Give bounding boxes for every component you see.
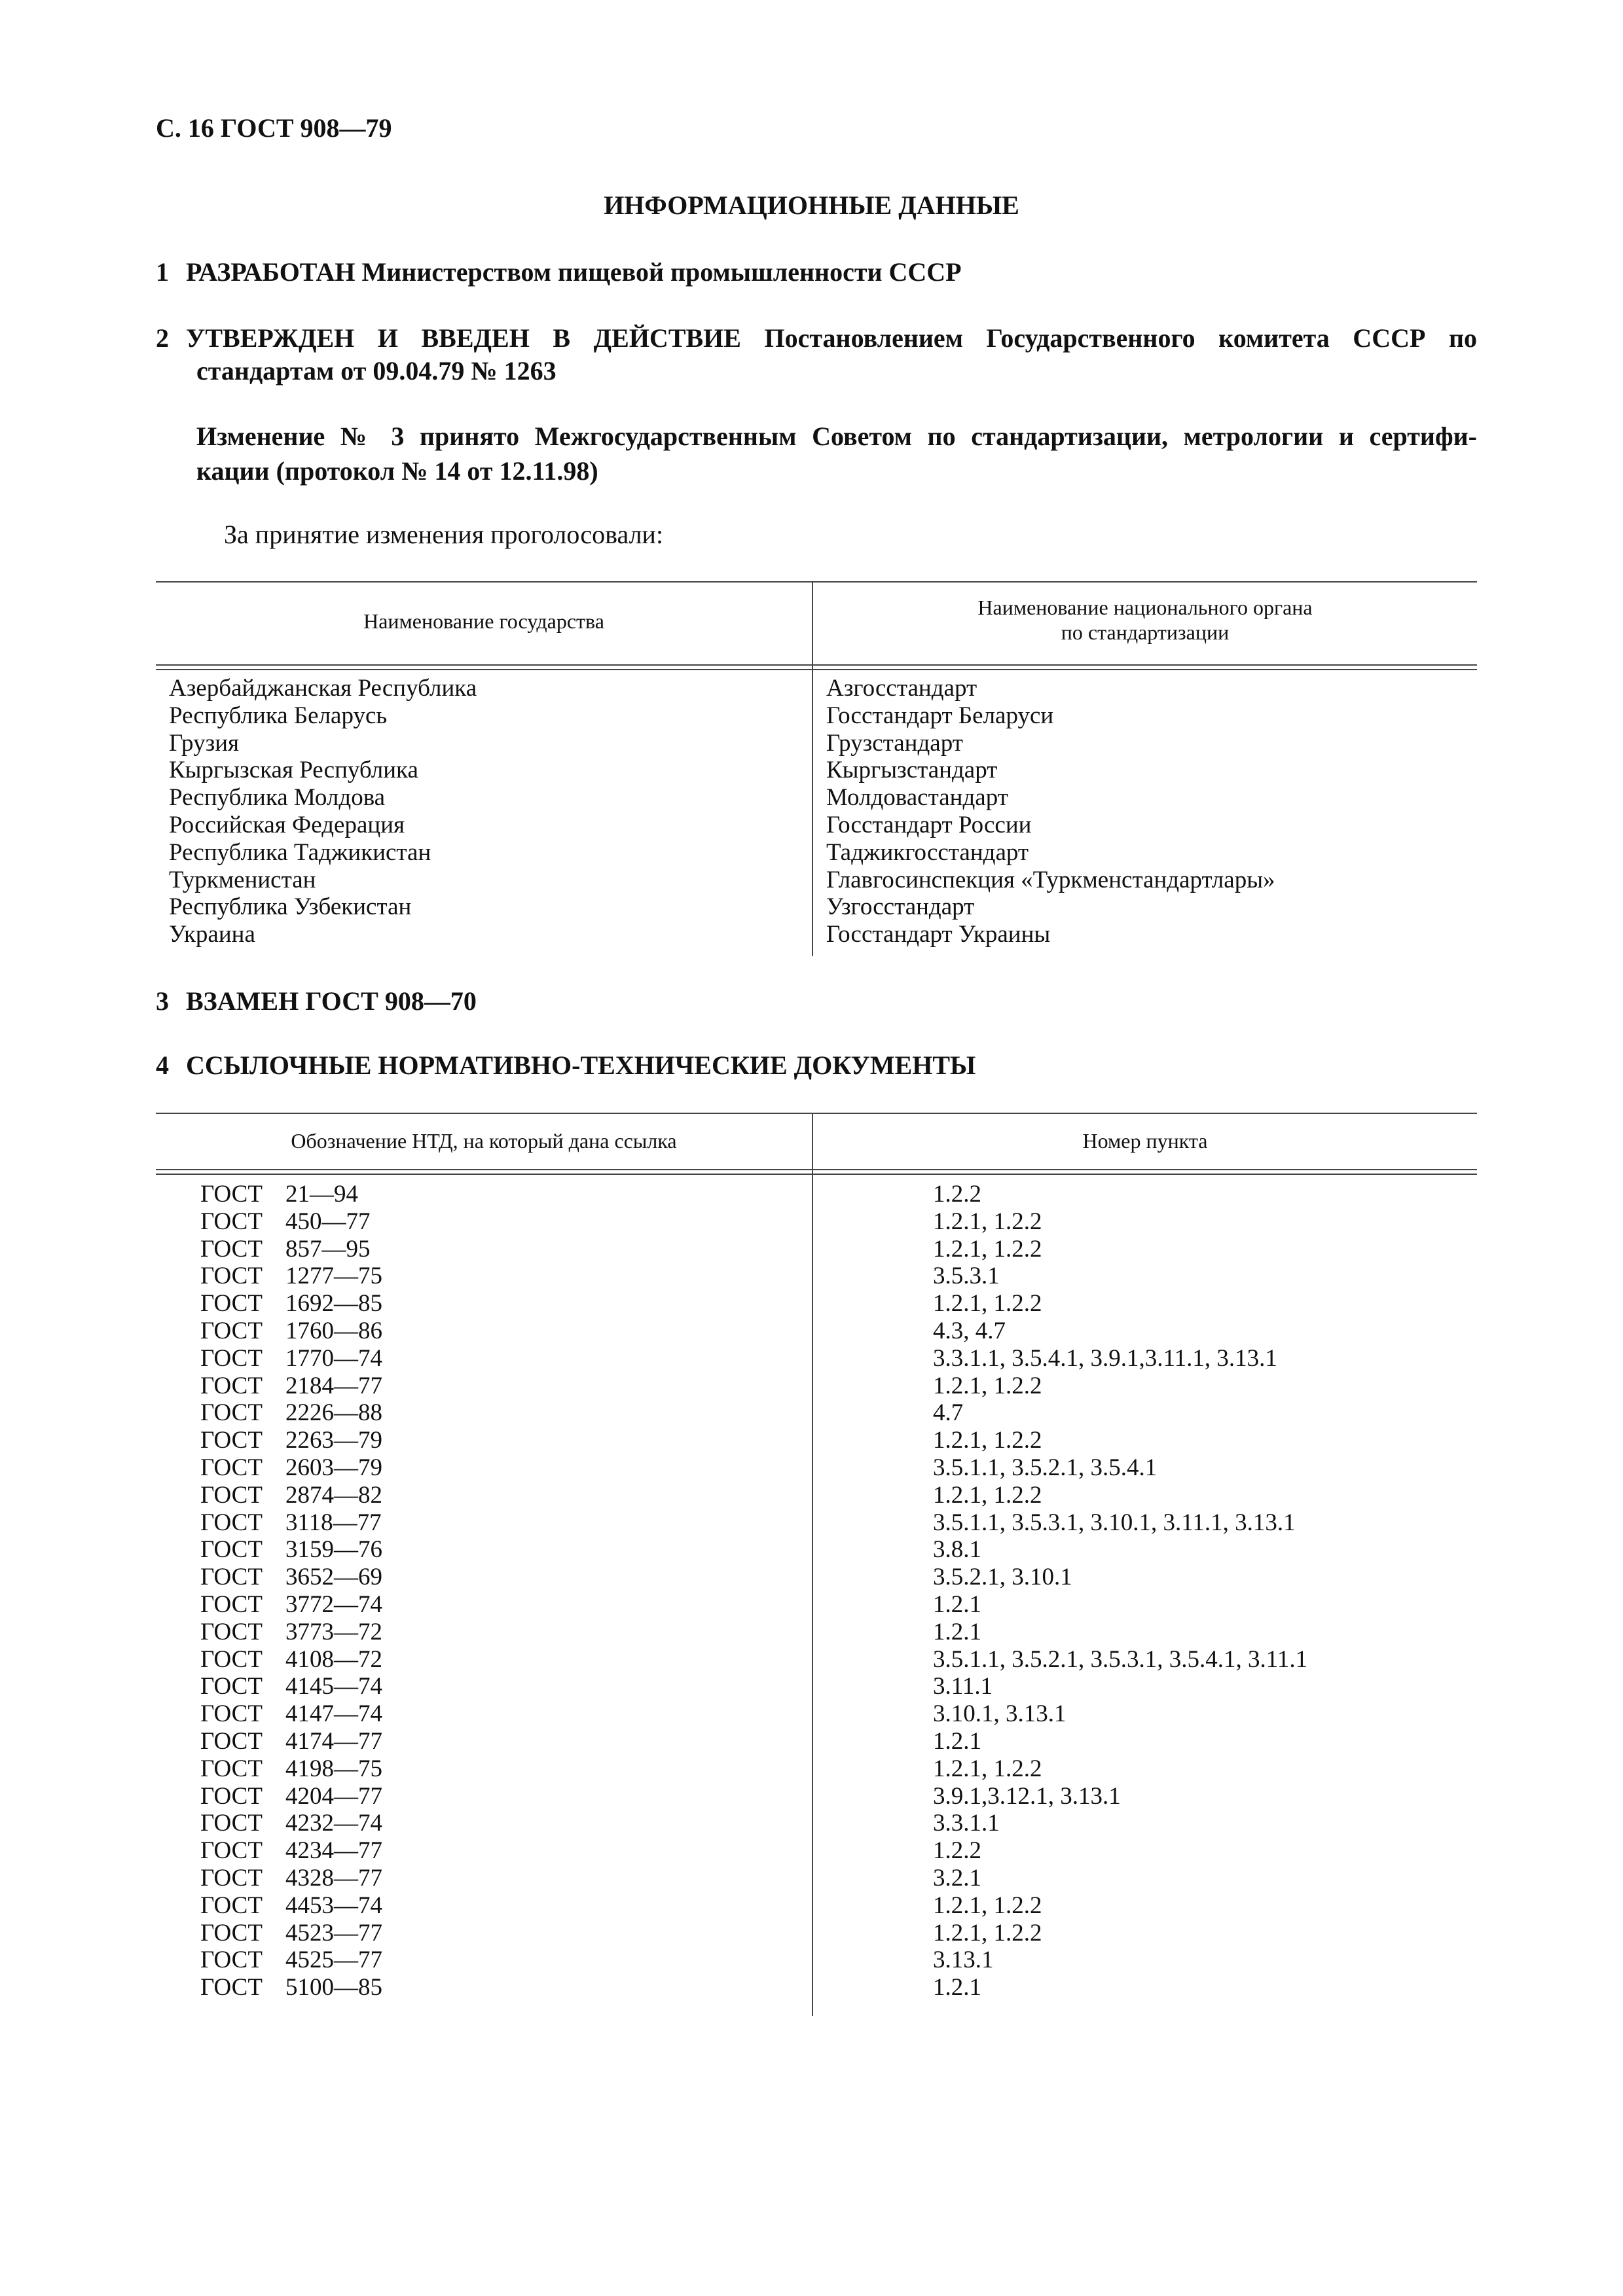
table-cell-body: Кыргызстандарт — [826, 757, 998, 784]
item-2-number: 2 — [156, 323, 169, 353]
table-cell-number: 450—77 — [285, 1208, 371, 1235]
table-cell-prefix: ГОСТ — [200, 1509, 263, 1536]
table-cell-number: 4147—74 — [285, 1700, 382, 1728]
table-cell-clause: 3.8.1 — [933, 1536, 981, 1564]
table-cell-prefix: ГОСТ — [200, 1372, 263, 1399]
table-cell-number: 4108—72 — [285, 1645, 382, 1673]
page-header: С. 16 ГОСТ 908—79 — [156, 113, 392, 143]
refs-table-top-rule — [156, 1113, 1477, 1114]
table-cell-state: Туркменистан — [169, 866, 316, 893]
table-cell-clause: 1.2.1, 1.2.2 — [933, 1235, 1042, 1263]
table-cell-prefix: ГОСТ — [200, 1919, 263, 1946]
table-row — [200, 1454, 382, 1482]
table-row — [200, 1865, 382, 1892]
table-cell-number: 2184—77 — [285, 1372, 382, 1399]
table-row — [200, 1783, 382, 1810]
table-row — [200, 1591, 382, 1619]
table-cell-clause: 3.5.1.1, 3.5.2.1, 3.5.4.1 — [933, 1454, 1158, 1481]
table-cell-prefix: ГОСТ — [200, 1892, 263, 1919]
table-cell-prefix: ГОСТ — [200, 1564, 263, 1591]
table-cell-number: 2874—82 — [285, 1481, 382, 1509]
table-cell-clause: 3.2.1 — [933, 1864, 981, 1892]
table-cell-number: 3772—74 — [285, 1590, 382, 1618]
item-1-text: РАЗРАБОТАН Министерством пищевой промышленности СССР — [186, 257, 962, 287]
table-cell-clause: 3.3.1.1 — [933, 1810, 1000, 1837]
table-cell-number: 2603—79 — [285, 1454, 382, 1481]
table-cell-prefix: ГОСТ — [200, 1317, 263, 1344]
table-cell-number: 21—94 — [285, 1181, 358, 1208]
states-col-body — [826, 675, 1275, 948]
table-cell-clause: 1.2.1, 1.2.2 — [933, 1481, 1042, 1509]
states-col-header-body-line-2: по стандартизации — [1061, 620, 1230, 644]
table-cell-clause: 1.2.1, 1.2.2 — [933, 1892, 1042, 1919]
table-cell-prefix: ГОСТ — [200, 1290, 263, 1318]
states-col-header-body — [813, 595, 1477, 645]
table-cell-state: Республика Узбекистан — [169, 893, 412, 921]
table-row — [200, 1646, 382, 1674]
table-cell-body: Госстандарт России — [826, 811, 1032, 838]
table-cell-clause: 1.2.1 — [933, 1590, 981, 1618]
table-cell-body: Грузстандарт — [826, 729, 963, 757]
table-cell-clause: 3.13.1 — [933, 1946, 994, 1974]
states-col-header-state: Наименование государства — [363, 609, 604, 633]
table-cell-number: 4232—74 — [285, 1810, 382, 1837]
item-4-text: ССЫЛОЧНЫЕ НОРМАТИВНО-ТЕХНИЧЕСКИЕ ДОКУМЕНТЫ — [186, 1050, 976, 1080]
item-2-line-1: УТВЕРЖДЕН И ВВЕДЕН В ДЕЙСТВИЕ Постановлением Государственного комитета СССР по — [186, 323, 1477, 353]
table-cell-prefix: ГОСТ — [200, 1208, 263, 1235]
table-row — [200, 1318, 382, 1345]
table-row — [200, 1564, 382, 1591]
table-cell-prefix: ГОСТ — [200, 1700, 263, 1728]
table-cell-body: Главгосинспекция «Туркменстандартлары» — [826, 866, 1275, 893]
item-4-number: 4 — [156, 1050, 169, 1080]
table-cell-clause: 3.5.1.1, 3.5.2.1, 3.5.3.1, 3.5.4.1, 3.11.1 — [933, 1645, 1308, 1673]
states-header-rule-2 — [156, 669, 1477, 670]
table-cell-number: 4198—75 — [285, 1755, 382, 1782]
table-cell-state: Республика Беларусь — [169, 702, 388, 729]
table-cell-clause: 1.2.1, 1.2.2 — [933, 1290, 1042, 1318]
table-cell-number: 4453—74 — [285, 1892, 382, 1919]
table-row — [200, 1372, 382, 1400]
table-cell-number: 4525—77 — [285, 1946, 382, 1974]
vote-intro: За принятие изменения проголосовали: — [224, 520, 664, 549]
table-cell-number: 4234—77 — [285, 1837, 382, 1865]
table-cell-state: Азербайджанская Республика — [169, 675, 477, 702]
table-cell-clause: 1.2.1, 1.2.2 — [933, 1427, 1042, 1454]
table-cell-state: Кыргызская Республика — [169, 757, 418, 784]
table-cell-clause: 3.5.1.1, 3.5.3.1, 3.10.1, 3.11.1, 3.13.1 — [933, 1509, 1296, 1536]
table-cell-clause: 3.10.1, 3.13.1 — [933, 1700, 1067, 1728]
table-cell-prefix: ГОСТ — [200, 1344, 263, 1372]
table-row — [200, 1427, 382, 1454]
table-cell-prefix: ГОСТ — [200, 1645, 263, 1673]
section-title: ИНФОРМАЦИОННЫЕ ДАННЫЕ — [604, 190, 1019, 220]
table-row — [200, 1700, 382, 1728]
table-cell-clause: 1.2.1, 1.2.2 — [933, 1372, 1042, 1399]
table-cell-number: 4328—77 — [285, 1864, 382, 1892]
table-cell-prefix: ГОСТ — [200, 1974, 263, 2001]
table-cell-prefix: ГОСТ — [200, 1454, 263, 1481]
table-cell-prefix: ГОСТ — [200, 1536, 263, 1564]
table-cell-number: 2263—79 — [285, 1427, 382, 1454]
table-cell-clause: 3.9.1,3.12.1, 3.13.1 — [933, 1782, 1121, 1810]
table-cell-clause: 4.3, 4.7 — [933, 1317, 1006, 1344]
table-cell-body: Таджикгосстандарт — [826, 838, 1029, 866]
table-cell-body: Азгосстандарт — [826, 675, 977, 702]
table-row — [200, 1263, 382, 1290]
table-row — [200, 1509, 382, 1537]
item-3-number: 3 — [156, 986, 169, 1016]
table-cell-clause: 3.3.1.1, 3.5.4.1, 3.9.1,3.11.1, 3.13.1 — [933, 1344, 1277, 1372]
table-row — [200, 1399, 382, 1427]
table-cell-clause: 1.2.1 — [933, 1974, 981, 2001]
table-cell-state: Украина — [169, 921, 255, 948]
table-cell-clause: 3.5.2.1, 3.10.1 — [933, 1564, 1072, 1591]
table-cell-prefix: ГОСТ — [200, 1810, 263, 1837]
change-note-line-1: Изменение № 3 принято Межгосударственным Советом по стандартизации, метрологии и сертифи- — [196, 422, 1477, 451]
table-cell-body: Госстандарт Украины — [826, 921, 1051, 948]
table-cell-state: Грузия — [169, 729, 240, 757]
table-cell-prefix: ГОСТ — [200, 1263, 263, 1290]
table-cell-clause: 1.2.1 — [933, 1727, 981, 1755]
table-cell-number: 2226—88 — [285, 1399, 382, 1427]
table-row — [200, 1892, 382, 1920]
table-cell-clause: 1.2.1, 1.2.2 — [933, 1919, 1042, 1946]
table-cell-number: 3773—72 — [285, 1618, 382, 1645]
item-2-line-2: стандартам от 09.04.79 № 1263 — [196, 356, 556, 386]
table-row — [200, 1208, 382, 1236]
table-cell-body: Узгосстандарт — [826, 893, 975, 921]
table-row — [200, 1619, 382, 1646]
refs-col-doc — [200, 1181, 382, 2001]
table-cell-number: 1770—74 — [285, 1344, 382, 1372]
table-row — [200, 1810, 382, 1837]
table-row — [200, 1837, 382, 1865]
table-cell-clause: 1.2.1, 1.2.2 — [933, 1208, 1042, 1235]
refs-table-divider — [812, 1113, 813, 2016]
table-row — [200, 1181, 382, 1208]
table-cell-number: 4204—77 — [285, 1782, 382, 1810]
table-row — [200, 1536, 382, 1564]
table-cell-number: 1692—85 — [285, 1290, 382, 1318]
table-cell-number: 1760—86 — [285, 1317, 382, 1344]
refs-col-clause — [933, 1181, 1307, 2001]
states-header-rule-1 — [156, 664, 1477, 666]
table-cell-clause: 3.5.3.1 — [933, 1263, 1000, 1290]
table-cell-prefix: ГОСТ — [200, 1235, 263, 1263]
table-cell-clause: 1.2.1, 1.2.2 — [933, 1755, 1042, 1782]
table-row — [200, 1974, 382, 2001]
table-row — [200, 1290, 382, 1318]
refs-col-header-clause: Номер пункта — [1082, 1129, 1208, 1153]
table-cell-body: Молдовастандарт — [826, 784, 1008, 812]
table-cell-prefix: ГОСТ — [200, 1837, 263, 1865]
states-table-top-rule — [156, 581, 1477, 583]
refs-col-header-doc: Обозначение НТД, на который дана ссылка — [291, 1129, 677, 1153]
table-cell-number: 3118—77 — [285, 1509, 382, 1536]
table-row — [200, 1345, 382, 1372]
table-cell-number: 3652—69 — [285, 1564, 382, 1591]
table-cell-prefix: ГОСТ — [200, 1727, 263, 1755]
table-row — [200, 1946, 382, 1974]
table-cell-prefix: ГОСТ — [200, 1618, 263, 1645]
table-cell-number: 4174—77 — [285, 1727, 382, 1755]
table-cell-prefix: ГОСТ — [200, 1427, 263, 1454]
table-cell-prefix: ГОСТ — [200, 1481, 263, 1509]
table-cell-number: 5100—85 — [285, 1974, 382, 2001]
table-cell-number: 3159—76 — [285, 1536, 382, 1564]
table-cell-prefix: ГОСТ — [200, 1673, 263, 1700]
table-cell-clause: 3.11.1 — [933, 1673, 993, 1700]
table-cell-prefix: ГОСТ — [200, 1755, 263, 1782]
item-3-text: ВЗАМЕН ГОСТ 908—70 — [186, 986, 477, 1016]
change-note-line-2: кации (протокол № 14 от 12.11.98) — [196, 456, 598, 486]
table-row — [200, 1920, 382, 1947]
table-cell-clause: 4.7 — [933, 1399, 964, 1427]
table-row — [200, 1755, 382, 1783]
table-cell-number: 1277—75 — [285, 1263, 382, 1290]
table-cell-clause: 1.2.2 — [933, 1837, 981, 1865]
table-cell-prefix: ГОСТ — [200, 1946, 263, 1974]
states-col-state — [169, 675, 477, 948]
table-cell-body: Госстандарт Беларуси — [826, 702, 1054, 729]
table-row — [200, 1482, 382, 1509]
table-cell-number: 857—95 — [285, 1235, 371, 1263]
table-cell-prefix: ГОСТ — [200, 1399, 263, 1427]
refs-header-rule-2 — [156, 1174, 1477, 1175]
table-cell-prefix: ГОСТ — [200, 1590, 263, 1618]
table-cell-state: Российская Федерация — [169, 811, 405, 838]
refs-header-rule-1 — [156, 1169, 1477, 1170]
table-row — [200, 1728, 382, 1755]
table-cell-prefix: ГОСТ — [200, 1782, 263, 1810]
table-cell-clause: 1.2.2 — [933, 1181, 981, 1208]
table-row — [200, 1236, 382, 1263]
table-cell-state: Республика Молдова — [169, 784, 386, 812]
table-cell-number: 4523—77 — [285, 1919, 382, 1946]
states-col-header-body-line-1: Наименование национального органа — [977, 596, 1313, 619]
table-cell-clause: 1.2.1 — [933, 1618, 981, 1645]
item-1-number: 1 — [156, 257, 169, 287]
table-cell-number: 4145—74 — [285, 1673, 382, 1700]
table-cell-prefix: ГОСТ — [200, 1181, 263, 1208]
table-row — [200, 1673, 382, 1700]
table-cell-prefix: ГОСТ — [200, 1864, 263, 1892]
table-cell-state: Республика Таджикистан — [169, 838, 431, 866]
